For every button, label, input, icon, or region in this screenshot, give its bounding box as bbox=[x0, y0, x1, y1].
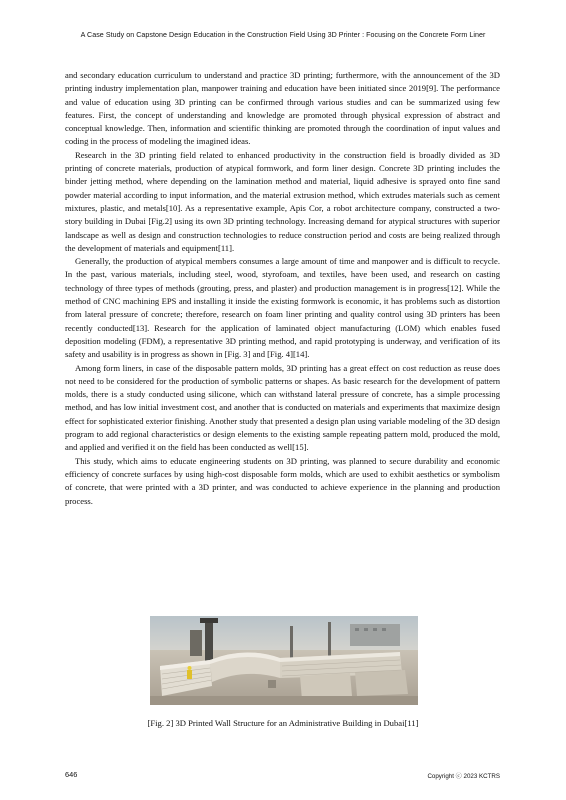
figure-caption: [Fig. 2] 3D Printed Wall Structure for an Administrative Building in Dubai[11] bbox=[147, 718, 419, 728]
paragraph: and secondary education curriculum to understand and practice 3D printing; furthermore, with the announcement of the 3D printing industry implementation plan, manpower training and education have been initiated since 2019[9]. The performance and value of education using 3D printing can be confirmed through various studies and can be summarized using few features. First, the concept of understanding and knowledge are promoted through physical expression of abstract and conceptual knowledge. Then, information and scientific thinking are promoted through the coordination of input values and coding in the process of modeling the imagined ideas. bbox=[65, 70, 500, 147]
printer-tower bbox=[205, 620, 213, 662]
paragraph: Among form liners, in case of the disposable pattern molds, 3D printing has a great effect on cost reduction as reuse does not need to be considered for the production of symbolic patterns or shapes. As basic research for the development of pattern molds, there is a study conducted using silicone, which can withstand lateral pressure of concrete, has a simple processing method, and has low initial investment cost, and another that is conducted on materials and experiments that maximize design effect for sophisticated exterior finishing. Another study that presented a design plan using variable modeling of the 3D design program to add regional characteristics or design elements to the existing sample repeating pattern mold, produced the mold, and applied and verified it on the field has been conducted as well[15]. bbox=[65, 362, 500, 453]
figure-photo bbox=[150, 616, 418, 705]
distant-building bbox=[350, 624, 400, 646]
copyright-notice: Copyright ⓒ 2023 KCTRS bbox=[427, 773, 500, 780]
body-text bbox=[65, 69, 500, 508]
running-header: A Case Study on Capstone Design Education in the Construction Field Using 3D Printer : Focusing on the Concrete Form Liner bbox=[80, 31, 486, 39]
worker bbox=[187, 670, 192, 679]
paragraph: Generally, the production of atypical members consumes a large amount of time and manpower and is difficult to recycle. In the past, various materials, including steel, wood, styrofoam, and textiles, have been used, and research on casting technology of three types of methods (grouting, press, and plaster) and production management is in progress[12]. While the method of CNC machining EPS and installing it inside the existing formwork is economic, it has problems such as distortion from lateral pressure of concrete; therefore, research on foam liner printing and quality control using 3D printers has been recently conducted[13]. Research for the application of laminated object manufacturing (LOM) which enables fused deposition modeling (FDM), a representative 3D printing method, and rapid prototyping is underway, and verification of its safety and usability is in progress as shown in [Fig. 3] and [Fig. 4][14]. bbox=[65, 256, 500, 360]
page-number: 646 bbox=[65, 770, 78, 779]
paragraph: Research in the 3D printing field related to enhanced productivity in the construction field is broadly divided as 3D printing of concrete materials, production of atypical formwork, and form liner design. Concrete 3D printing includes the binder jetting method, where depending on the lamination method and material, liquid adhesive is sprayed onto fine sand powder material according to input information, and the material extrusion method, which extrudes materials such as cement mixtures, plastic, and metals[10]. As a representative example, Apis Cor, a robot architecture company, constructed a two-story building in Dubai [Fig.2] using its own 3D printing technology. Increasing demand for atypical structures with superior landscape as well as design and construction technologies to reduce construction period and costs are being realized through the development of materials and equipment[11]. bbox=[65, 149, 500, 253]
paragraph: This study, which aims to educate engineering students on 3D printing, was planned to secure durability and economic efficiency of concrete surfaces by using high-cost disposable form molds, which are used to exhibit aesthetics or symbolism of concrete, that were printed with a 3D printer, and was conducted to achieve experience in the planning and production process. bbox=[65, 455, 500, 506]
